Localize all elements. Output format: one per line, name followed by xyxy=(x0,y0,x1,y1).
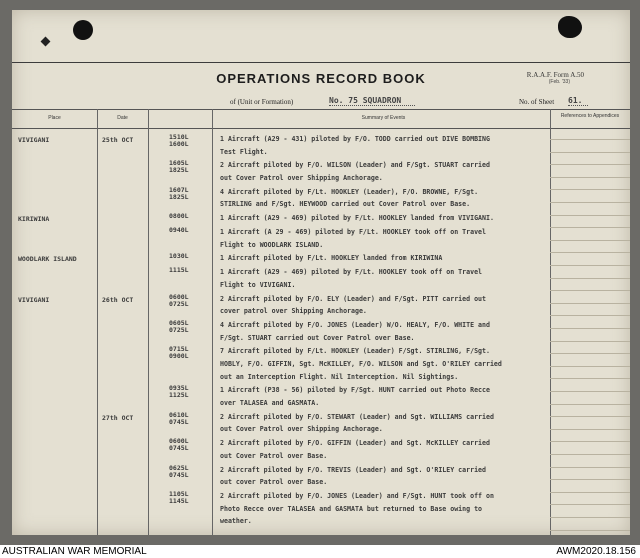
form-edition: (Feb. '33) xyxy=(548,79,570,85)
summary-line: Test Flight. xyxy=(220,147,268,156)
table-top-rule xyxy=(12,109,630,110)
entry-time: 1607L xyxy=(169,185,189,194)
header-date: Date xyxy=(117,115,128,121)
entry-time: 0625L xyxy=(169,463,189,472)
entry-time: 0745L xyxy=(169,417,189,426)
ruled-line xyxy=(550,479,630,480)
entry-summary xyxy=(220,159,550,184)
ruled-line xyxy=(550,240,630,241)
header-place: Place xyxy=(48,115,61,121)
entry-summary xyxy=(220,186,550,211)
entry-summary xyxy=(220,319,550,344)
summary-line: out Cover Patrol over Shipping Anchorage. xyxy=(220,425,383,434)
entry-time: 0605L xyxy=(169,319,189,327)
ruled-line xyxy=(550,328,630,329)
footer-source: AUSTRALIAN WAR MEMORIAL xyxy=(2,546,147,557)
summary-line: out Cover Patrol over Shipping Anchorage. xyxy=(220,173,383,182)
ruled-line xyxy=(550,416,630,417)
summary-line: out an Interception Flight. Nil Interception. Nil Sightings. xyxy=(220,372,459,381)
ruled-line xyxy=(550,404,630,405)
entry-time: 0745L xyxy=(169,470,189,479)
summary-line: 7 Aircraft piloted by F/Lt. HOOKLEY (Leader) F/Sgt. STIRLING, F/Sgt. xyxy=(220,347,490,356)
ruled-line xyxy=(550,378,630,379)
summary-line: 2 Aircraft piloted by F/O. STEWART (Leader) and Sgt. WILLIAMS carried xyxy=(220,412,494,421)
entry-date: 26th OCT xyxy=(102,295,134,304)
summary-line: 2 Aircraft piloted by F/O. GIFFIN (Leader) and Sgt. McKILLEY carried xyxy=(220,439,490,448)
entry-time: 0935L xyxy=(169,384,189,393)
summary-line: Flight to WOODLARK ISLAND. xyxy=(220,240,324,249)
summary-line: 1 Aircraft (A29 - 469) piloted by F/Lt. HOOKLEY landed from VIVIGANI. xyxy=(220,214,494,223)
entry-time: 1145L xyxy=(169,497,189,505)
ruled-line xyxy=(550,391,630,392)
summary-line: out Cover Patrol over Base. xyxy=(220,451,328,460)
entry-summary xyxy=(220,437,550,462)
ruled-line xyxy=(550,504,630,505)
summary-line: 1 Aircraft (A29 - 431) piloted by F/O. TODD carried out DIVE BOMBING xyxy=(220,135,490,143)
entry-time: 0800L xyxy=(169,212,189,221)
record-table xyxy=(12,109,630,535)
summary-line: 2 Aircraft piloted by F/O. TREVIS (Leader) and Sgt. O'RILEY carried xyxy=(220,465,486,474)
ruled-line xyxy=(550,303,630,304)
entry-time: 1105L xyxy=(169,490,189,498)
entry-time: 1125L xyxy=(169,391,189,400)
entry-summary xyxy=(220,411,550,436)
table-header-rule xyxy=(12,128,630,129)
entry-summary xyxy=(220,345,550,383)
entry-place: KIRIWINA xyxy=(18,215,50,224)
summary-line: out cover Patrol over Base. xyxy=(220,478,328,487)
record-sheet xyxy=(12,10,630,535)
entry-place: VIVIGANI xyxy=(18,136,50,144)
unit-label: of (Unit or Formation) xyxy=(230,98,294,106)
unit-value: No. 75 SQUADRON xyxy=(329,96,415,106)
entry-time: 0725L xyxy=(169,326,189,334)
ruled-line xyxy=(550,353,630,354)
entry-time: 1115L xyxy=(169,266,189,275)
ruled-line xyxy=(550,152,630,153)
ruled-line xyxy=(550,164,630,165)
ruled-line xyxy=(550,177,630,178)
summary-line: 2 Aircraft piloted by F/O. WILSON (Leader) and F/Sgt. STUART carried xyxy=(220,161,490,170)
column-divider xyxy=(148,109,149,535)
entry-place: WOODLARK ISLAND xyxy=(18,255,77,264)
entry-summary xyxy=(220,266,550,291)
pin-mark xyxy=(41,37,51,47)
sheet-label: No. of Sheet xyxy=(519,98,555,106)
ruled-line xyxy=(550,265,630,266)
summary-line: 1 Aircraft (A29 - 469) piloted by F/Lt. HOOKLEY took off on Travel xyxy=(220,268,483,277)
punch-hole-right xyxy=(558,16,582,38)
summary-line: 1 Aircraft piloted by F/Lt. HOOKLEY landed from KIRIWINA xyxy=(220,254,443,263)
entry-summary xyxy=(220,212,550,225)
ruled-line xyxy=(550,341,630,342)
entry-time: 0610L xyxy=(169,410,189,419)
ruled-line xyxy=(550,139,630,140)
entry-summary xyxy=(220,293,550,318)
column-divider xyxy=(97,109,98,535)
ruled-line xyxy=(550,202,630,203)
ruled-line xyxy=(550,366,630,367)
summary-line: 1 Aircraft (A 29 - 469) piloted by F/Lt. HOOKLEY took off on Travel xyxy=(220,228,486,236)
form-number: R.A.A.F. Form A.50 xyxy=(526,71,584,79)
entry-time: 0725L xyxy=(169,299,189,308)
ruled-line xyxy=(550,215,630,216)
entry-date: 27th OCT xyxy=(102,413,134,422)
entry-time: 0745L xyxy=(169,444,189,453)
entry-time: 1030L xyxy=(169,252,189,261)
summary-line: weather. xyxy=(220,517,252,526)
column-divider xyxy=(212,109,213,535)
entry-time: 1825L xyxy=(169,166,189,175)
summary-line: cover patrol over Shipping Anchorage. xyxy=(220,307,367,316)
header-rule xyxy=(12,62,630,63)
entry-time: 0715L xyxy=(169,345,189,354)
summary-line: HOBLY, F/O. GIFFIN, Sgt. McKILLEY, F/O. WILSON and Sgt. O'RILEY carried xyxy=(220,359,502,368)
entry-time: 0600L xyxy=(169,292,189,301)
entry-summary xyxy=(220,384,550,409)
entry-time: 1600L xyxy=(169,140,189,148)
summary-line: 2 Aircraft piloted by F/O. JONES (Leader) and F/Sgt. HUNT took off on xyxy=(220,492,494,500)
summary-line: over TALASEA and GASMATA. xyxy=(220,398,320,407)
entry-summary xyxy=(220,490,550,528)
ruled-line xyxy=(550,467,630,468)
summary-line: Flight to VIVIGANI. xyxy=(220,280,296,289)
entry-summary xyxy=(220,252,550,265)
ruled-line xyxy=(550,429,630,430)
ruled-line xyxy=(550,252,630,253)
summary-line: F/Sgt. STUART carried out Cover Patrol over Base. xyxy=(220,333,415,342)
summary-line: 4 Aircraft piloted by F/Lt. HOOKLEY (Leader), F/O. BROWNE, F/Sgt. xyxy=(220,187,479,196)
entry-time: 1825L xyxy=(169,192,189,201)
ruled-line xyxy=(550,227,630,228)
entry-time: 0900L xyxy=(169,352,189,361)
ruled-line xyxy=(550,517,630,518)
summary-line: 2 Aircraft piloted by F/O. ELY (Leader) and F/Sgt. PITT carried out xyxy=(220,294,486,303)
sheet-value: 61. xyxy=(568,96,588,106)
entry-time: 1605L xyxy=(169,159,189,168)
entry-time: 1510L xyxy=(169,133,189,141)
ruled-line xyxy=(550,454,630,455)
form-title: OPERATIONS RECORD BOOK xyxy=(216,71,426,86)
entry-summary xyxy=(220,464,550,489)
footer-accession: AWM2020.18.156 xyxy=(556,546,636,557)
entry-date: 25th OCT xyxy=(102,136,134,144)
punch-hole-left xyxy=(73,20,93,40)
summary-line: 1 Aircraft (P38 - 56) piloted by F/Sgt. HUNT carried out Photo Recce xyxy=(220,386,490,395)
ruled-line xyxy=(550,441,630,442)
ruled-line xyxy=(550,530,630,531)
ruled-line xyxy=(550,189,630,190)
summary-line: Photo Recce over TALASEA and GASMATA but returned to Base owing to xyxy=(220,504,483,513)
ruled-line xyxy=(550,278,630,279)
ruled-line xyxy=(550,315,630,316)
ruled-line xyxy=(550,290,630,291)
entry-summary xyxy=(220,226,550,251)
entry-time: 0940L xyxy=(169,226,189,234)
entry-summary xyxy=(220,133,550,158)
entry-time: 0600L xyxy=(169,437,189,446)
summary-line: STIRLING and F/Sgt. HEYWOOD carried out Cover Patrol over Base. xyxy=(220,200,471,209)
entry-place: VIVIGANI xyxy=(18,295,50,304)
header-references: References to Appendices xyxy=(560,113,620,119)
header-summary: Summary of Events xyxy=(361,115,406,121)
column-divider xyxy=(550,109,551,535)
ruled-line xyxy=(550,492,630,493)
summary-line: 4 Aircraft piloted by F/O. JONES (Leader) W/O. HEALY, F/O. WHITE and xyxy=(220,321,490,329)
